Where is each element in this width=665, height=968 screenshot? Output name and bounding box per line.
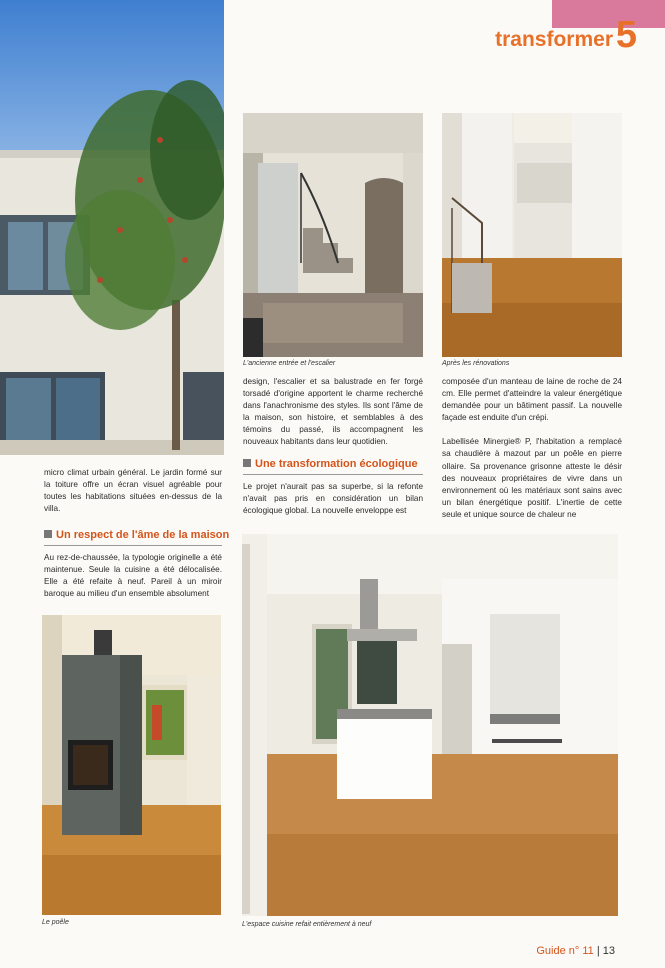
left-heading-text: Un respect de l'âme de la maison xyxy=(56,529,230,541)
renovated-staircase-kitchen-photo xyxy=(442,113,622,357)
left-column-body xyxy=(44,552,222,600)
page-footer xyxy=(536,945,615,957)
right-paragraph-1: composée d'un manteau de laine de roche de 24 cm. Elle permet d'atteindre la valeur énergétique demandée pour un bâtiment passif. La nouvelle façade est enduite d'un crépi. xyxy=(442,377,622,423)
middle-body-paragraph: Le projet n'aurait pas sa superbe, si la refonte n'avait pas pris en considération un bilan écologique global. La nouvelle enveloppe est xyxy=(243,482,423,516)
page-number: 13 xyxy=(602,945,615,957)
section-name: transformer xyxy=(495,28,613,51)
footer-separator: | xyxy=(596,945,600,957)
section-number: 5 xyxy=(615,14,637,56)
middle-heading-rule xyxy=(243,474,423,475)
middle-intro-paragraph: design, l'escalier et sa balustrade en fer forgé torsadé d'origine apportent le charme recherché dans l'anachronisme des styles. Ils sont l'âme de la maison, son histoire, et semblables à des témoins du passé, ils accompagnent les nouveaux habitants dans leur quotidien. xyxy=(243,377,423,447)
left-body-paragraph: Au rez-de-chaussée, la typologie originelle a été maintenue. Seule la cuisine a été délocalisée. Elle a été refaite à neuf. Pareil à un miroir baroque au milieu d'un ensemble absolument xyxy=(44,553,222,599)
left-column-intro xyxy=(44,467,222,515)
left-section-heading xyxy=(44,529,229,541)
old-entrance-staircase-photo xyxy=(243,113,423,357)
middle-column-intro xyxy=(243,376,423,449)
house-facade-tree-photo xyxy=(0,0,224,455)
middle-column-body xyxy=(243,481,423,517)
left-heading-rule xyxy=(44,545,222,546)
left-intro-paragraph: micro climat urbain général. Le jardin formé sur la toiture offre un écran visuel agréable pour toutes les habitations situées en-dessus de la villa. xyxy=(44,468,222,514)
kitchen-photo-caption: L'espace cuisine refait entièrement à neuf xyxy=(242,921,372,928)
right-column-text xyxy=(442,376,622,521)
heading-bullet-icon xyxy=(44,530,52,538)
heading-bullet-icon xyxy=(243,459,251,467)
stone-stove-photo xyxy=(42,615,221,915)
stove-photo-caption: Le poêle xyxy=(42,919,69,926)
entrance-photo-caption: L'ancienne entrée et l'escalier xyxy=(243,360,336,367)
middle-section-heading xyxy=(243,458,418,470)
section-color-tab xyxy=(552,0,665,28)
middle-heading-text: Une transformation écologique xyxy=(255,458,418,470)
guide-label: Guide n° 11 xyxy=(536,945,594,957)
right-paragraph-2: Labellisée Minergie® P, l'habitation a remplacé sa chaudière à mazout par un poêle en pierre ollaire. Sa provenance grisonne atteste le désir des nouveaux propriétaires de vivre dans un environnement où les matériaux sont sains avec un bilan énergétique positif. L'inertie de cette seule et unique source de chaleur ne xyxy=(442,437,622,519)
after-photo-caption: Après les rénovations xyxy=(442,360,510,367)
kitchen-photo xyxy=(242,534,618,916)
